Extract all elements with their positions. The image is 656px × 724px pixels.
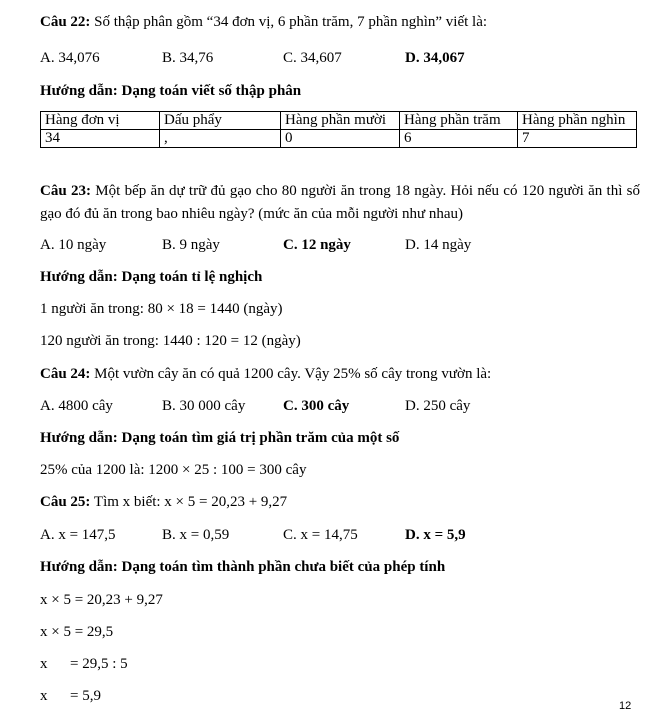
table-header: Hàng phần nghìn [518, 112, 637, 130]
place-value-table [40, 111, 637, 148]
q25-guide: Hướng dẫn: Dạng toán tìm thành phần chưa biết của phép tính [40, 559, 446, 575]
table-header-row [41, 112, 637, 130]
table-header: Hàng phần trăm [400, 112, 518, 130]
q24-guide: Hướng dẫn: Dạng toán tìm giá trị phần trăm của một số [40, 430, 400, 446]
q24-option-b: B. 30 000 cây [162, 398, 246, 414]
q25-step-3-lhs: x [40, 656, 48, 672]
table-row [41, 130, 637, 148]
q22-label: Câu 22: [40, 14, 91, 30]
table-cell: 6 [400, 130, 518, 148]
q23-question [40, 180, 640, 226]
q24-question [40, 364, 491, 384]
table-header: Hàng đơn vị [41, 112, 160, 130]
q23-option-a: A. 10 ngày [40, 237, 107, 253]
q25-step-1 [40, 590, 163, 610]
q23-guide: Hướng dẫn: Dạng toán tỉ lệ nghịch [40, 269, 263, 285]
q23-option-c: C. 12 ngày [283, 237, 351, 253]
q25-step-2 [40, 622, 113, 642]
q25-label: Câu 25: [40, 494, 91, 510]
q25-step-3-rhs: = 29,5 : 5 [70, 656, 128, 672]
q22-option-d: D. 34,067 [405, 50, 465, 66]
q22-option-a: A. 34,076 [40, 50, 100, 66]
q23-step-1: 1 người ăn trong: 80 × 18 = 1440 (ngày) [40, 301, 283, 317]
q23-step-2: 120 người ăn trong: 1440 : 120 = 12 (ngày) [40, 333, 301, 349]
q25-text: Tìm x biết: x × 5 = 20,23 + 9,27 [90, 494, 288, 510]
q24-step-1: 25% của 1200 là: 1200 × 25 : 100 = 300 cây [40, 462, 307, 478]
q22-option-b: B. 34,76 [162, 50, 214, 66]
q22-text: Số thập phân gồm “34 đơn vị, 6 phần trăm, 7 phần nghìn” viết là: [90, 14, 488, 30]
table-header: Hàng phần mười [281, 112, 400, 130]
q25-step-4-rhs: = 5,9 [70, 688, 101, 704]
table-cell: 0 [281, 130, 400, 148]
page-number: 12 [619, 700, 632, 712]
q25-question [40, 492, 287, 512]
q24-text: Một vườn cây ăn có quả 1200 cây. Vậy 25% số cây trong vườn là: [90, 366, 492, 382]
q25-option-c: C. x = 14,75 [283, 527, 358, 543]
q25-option-b: B. x = 0,59 [162, 527, 230, 543]
q25-step-3 [40, 654, 128, 674]
q25-step-4 [40, 686, 101, 706]
q22-guide: Hướng dẫn: Dạng toán viết số thập phân [40, 83, 302, 99]
q22-question [40, 12, 487, 32]
q23-label: Câu 23: [40, 183, 91, 199]
q23-option-b: B. 9 ngày [162, 237, 220, 253]
q25-option-a: A. x = 147,5 [40, 527, 116, 543]
q24-option-a: A. 4800 cây [40, 398, 113, 414]
q25-step-2-lhs: x × 5 = 29,5 [40, 624, 114, 640]
q23-option-d: D. 14 ngày [405, 237, 472, 253]
q25-step-4-lhs: x [40, 688, 48, 704]
q23-text: Một bếp ăn dự trữ đủ gạo cho 80 người ăn trong 18 ngày. Hỏi nếu có 120 người ăn thì số gạo đó đủ ăn trong bao nhiêu ngày? (mức ăn của mỗi người như nhau) [40, 183, 641, 222]
table-header: Dấu phẩy [160, 112, 281, 130]
table-cell: 7 [518, 130, 637, 148]
q24-option-d: D. 250 cây [405, 398, 471, 414]
q24-option-c: C. 300 cây [283, 398, 350, 414]
q25-step-1-lhs: x × 5 = 20,23 + 9,27 [40, 592, 163, 608]
table-cell: 34 [41, 130, 160, 148]
q25-option-d: D. x = 5,9 [405, 527, 466, 543]
q24-label: Câu 24: [40, 366, 91, 382]
table-cell: , [160, 130, 281, 148]
q22-option-c: C. 34,607 [283, 50, 342, 66]
